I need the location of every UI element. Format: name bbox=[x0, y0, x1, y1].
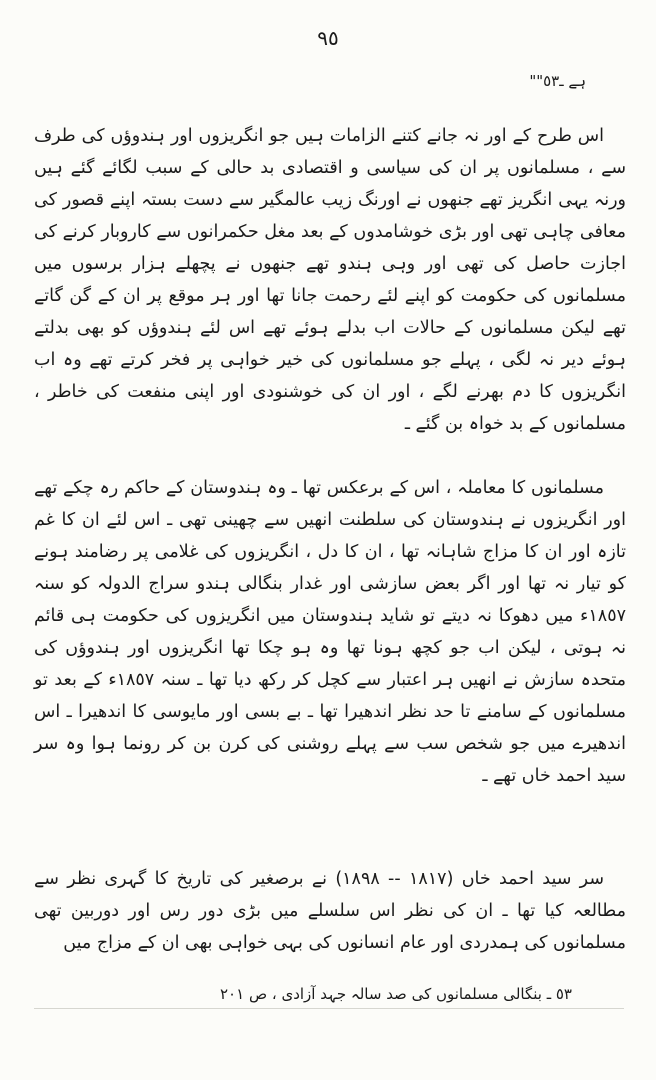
footnote-reference-line: ہے ـ٥٣"" bbox=[529, 72, 586, 90]
faint-ruled-line bbox=[34, 1008, 624, 1009]
footnote: ٥٣ ـ بنگالی مسلمانوں کی صد سالہ جہد آزادی ، ص ٢٠١ bbox=[220, 985, 572, 1003]
page-number: ٩٥ bbox=[317, 26, 339, 50]
paragraph-3: سر سید احمد خاں (١٨١٧ -- ١٨٩٨) نے برصغیر کی تاریخ کا گہری نظر سے مطالعہ کیا تھا ـ ان کی نظر اس سلسلے میں بڑی دور رس اور دوربین تھی مسلمانوں کی ہمدردی اور عام انسانوں کی بہی خواہی بھی ان کے مزاج میں bbox=[34, 869, 626, 953]
paragraph-1: اس طرح کے اور نہ جانے کتنے الزامات ہیں جو انگریزوں اور ہندوؤں کی طرف سے ، مسلمانوں پر ان کی سیاسی و اقتصادی بد حالی کے سبب لگائے گئے ہیں ورنہ یہی انگریز تھے جنھوں نے اورنگ زیب عالمگیر سے دست بستہ اپنے قصور کی معافی چاہی تھی اور بڑی خوشامدوں کے بعد مغل حکمرانوں سے کاروبار کرنے کی اجازت حاصل کی تھی اور وہی ہندو تھے جنھوں نے پچھلے ہزار برسوں میں مسلمانوں کی حکومت کو اپنے لئے رحمت جانا تھا اور ہر موقع پر ان کے گن گاتے تھے لیکن مسلمانوں کے حالات اب بدلے ہوئے تھے اس لئے ہندوؤں کو بھی بدلتے ہوئے دیر نہ لگی ، پہلے جو مسلمانوں کی خیر خواہی پر فخر کرتے تھے وہ اب انگریزوں کا دم بھرنے لگے ، اور ان کی خوشنودی اور اپنی منفعت کی خاطر ، مسلمانوں کے بد خواہ بن گئے ـ bbox=[34, 126, 626, 434]
paragraph-2: مسلمانوں کا معاملہ ، اس کے برعکس تھا ـ وہ ہندوستان کے حاکم رہ چکے تھے اور انگریزوں نے ہندوستان کی سلطنت انھیں سے چھینی تھی ـ اس لئے ان کا غم تازہ اور ان کا مزاج شاہانہ تھا ، ان کا دل ، انگریزوں کی غلامی پر رضامند ہونے کو تیار نہ تھا اور اگر بعض سازشی اور غدار بنگالی ہندو سراج الدولہ کو سنہ ١٨٥٧ء میں دھوکا نہ دیتے تو شاید ہندوستان میں انگریزوں کی حکومت ہی قائم نہ ہوتی ، لیکن اب جو کچھ ہونا تھا وہ ہو چکا تھا انگریزوں اور ہندوؤں کی متحدہ سازش نے انھیں ہر اعتبار سے کچل کر رکھ دیا تھا ـ سنہ ١٨٥٧ء کے بعد تو مسلمانوں کے سامنے تا حد نظر اندھیرا تھا ـ بے بسی اور مایوسی کا اندھیرا ـ اس اندھیرے میں جو شخص سب سے پہلے روشنی کی کرن بن کر رونما ہوا وہ سر سید احمد خاں تھے ـ bbox=[34, 478, 626, 786]
